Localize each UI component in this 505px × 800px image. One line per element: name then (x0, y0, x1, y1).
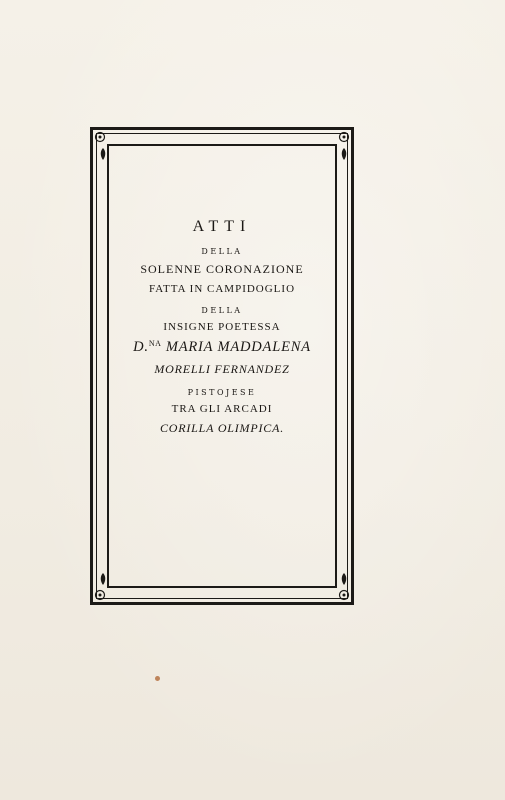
line-insigne-poetessa: INSIGNE POETESSA (163, 321, 281, 333)
line-della-1: DELLA (201, 247, 243, 256)
leaf-ornament-icon (98, 147, 108, 161)
title-atti: ATTI (192, 218, 252, 235)
line-poet-name (109, 339, 335, 356)
corner-rosette-icon (93, 130, 107, 144)
name-prefix-superscript: NA (148, 339, 162, 348)
line-tra-gli-arcadi: TRA GLI ARCADI (171, 403, 273, 415)
leaf-ornament-icon (339, 147, 349, 161)
corner-rosette-icon (337, 130, 351, 144)
foxing-stain (155, 676, 160, 681)
leaf-ornament-icon (98, 572, 108, 586)
corner-rosette-icon (337, 588, 351, 602)
name-prefix: D. (133, 339, 149, 355)
line-surname: MORELLI FERNANDEZ (154, 362, 290, 376)
line-pistojese: PISTOJESE (187, 388, 257, 397)
title-text-block (109, 210, 335, 436)
line-della-2: DELLA (201, 306, 243, 315)
leaf-ornament-icon (339, 572, 349, 586)
line-corilla-olimpica: CORILLA OLIMPICA. (159, 421, 285, 435)
corner-rosette-icon (93, 588, 107, 602)
line-solenne-coronazione: SOLENNE CORONAZIONE (140, 262, 304, 276)
name-given: MARIA MADDALENA (161, 339, 311, 355)
line-fatta-in-campidoglio: FATTA IN CAMPIDOGLIO (148, 283, 296, 295)
